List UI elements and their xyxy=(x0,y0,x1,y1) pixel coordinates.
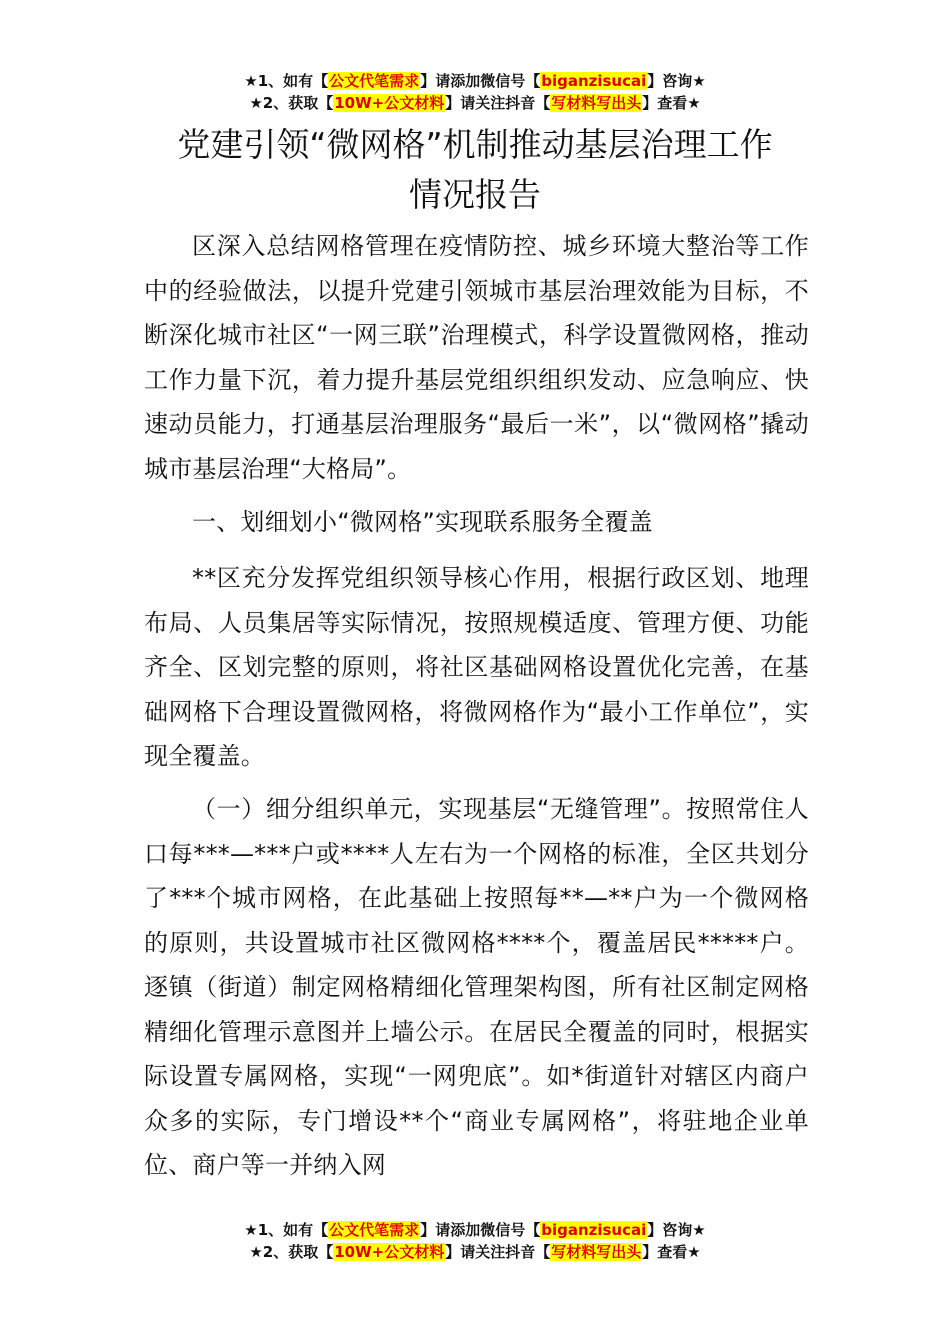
banner-text: ★2、获取【 xyxy=(249,1243,334,1261)
banner-text: 】咨询★ xyxy=(647,1221,706,1239)
banner-line-2 xyxy=(0,1241,950,1263)
heading-text: 一、划细划小“微网格”实现联系服务全覆盖 xyxy=(192,508,653,536)
paragraph-text: （一）细分组织单元，实现基层“无缝管理”。按照常住人口每***—***户或****人左右为一个网格的标准，全区共划分了***个城市网格，在此基础上按照每**—**户为一个微网格的原则，共设置城市社区微网格****个，覆盖居民*****户。逐镇（街道）制定网格精细化管理架构图，所有社区制定网格精细化管理示意图并上墙公示。在居民全覆盖的同时，根据实际设置专属网格，实现“一网兜底”。如*街道针对辖区内商户众多的实际，专门增设**个“商业专属网格”，将驻地企业单位、商户等一并纳入网 xyxy=(144,795,809,1179)
section-heading xyxy=(144,500,809,545)
highlight-text: biganzisucai xyxy=(541,72,647,90)
banner-text: ★1、如有【 xyxy=(244,72,329,90)
banner-text: 】请关注抖音【 xyxy=(445,1243,551,1261)
highlight-text: 写材料写出头 xyxy=(551,94,642,112)
highlight-text: 公文代笔需求 xyxy=(329,72,420,90)
paragraph-intro xyxy=(144,224,809,491)
highlight-text: 公文代笔需求 xyxy=(329,1221,420,1239)
banner-line-2 xyxy=(0,92,950,114)
banner-text: 】请添加微信号【 xyxy=(420,1221,541,1239)
banner-line-1 xyxy=(0,70,950,92)
banner-text: 】查看★ xyxy=(642,1243,701,1261)
highlight-text: 10W+公文材料 xyxy=(334,94,445,112)
header-banner xyxy=(0,70,950,114)
banner-line-1 xyxy=(0,1219,950,1241)
highlight-text: biganzisucai xyxy=(541,1221,647,1239)
banner-text: 】请添加微信号【 xyxy=(420,72,541,90)
title-line-2: 情况报告 xyxy=(409,175,541,214)
banner-text: ★2、获取【 xyxy=(249,94,334,112)
banner-text: 】查看★ xyxy=(642,94,701,112)
banner-text: ★1、如有【 xyxy=(244,1221,329,1239)
banner-text: 】咨询★ xyxy=(647,72,706,90)
paragraph-subsection-1 xyxy=(144,787,809,1188)
highlight-text: 写材料写出头 xyxy=(551,1243,642,1261)
document-title xyxy=(120,120,830,220)
paragraph-section-1 xyxy=(144,556,809,779)
banner-text: 】请关注抖音【 xyxy=(445,94,551,112)
footer-banner xyxy=(0,1219,950,1263)
paragraph-text: **区充分发挥党组织领导核心作用，根据行政区划、地理布局、人员集居等实际情况，按照规模适度、管理方便、功能齐全、区划完整的原则，将社区基础网格设置优化完善，在基础网格下合理设置微网格，将微网格作为“最小工作单位”，实现全覆盖。 xyxy=(144,564,809,770)
paragraph-text: 区深入总结网格管理在疫情防控、城乡环境大整治等工作中的经验做法，以提升党建引领城市基层治理效能为目标，不断深化城市社区“一网三联”治理模式，科学设置微网格，推动工作力量下沉，着力提升基层党组织组织发动、应急响应、快速动员能力，打通基层治理服务“最后一米”，以“微网格”撬动城市基层治理“大格局”。 xyxy=(144,232,809,483)
title-line-1: 党建引领“微网格”机制推动基层治理工作 xyxy=(177,125,773,164)
highlight-text: 10W+公文材料 xyxy=(334,1243,445,1261)
